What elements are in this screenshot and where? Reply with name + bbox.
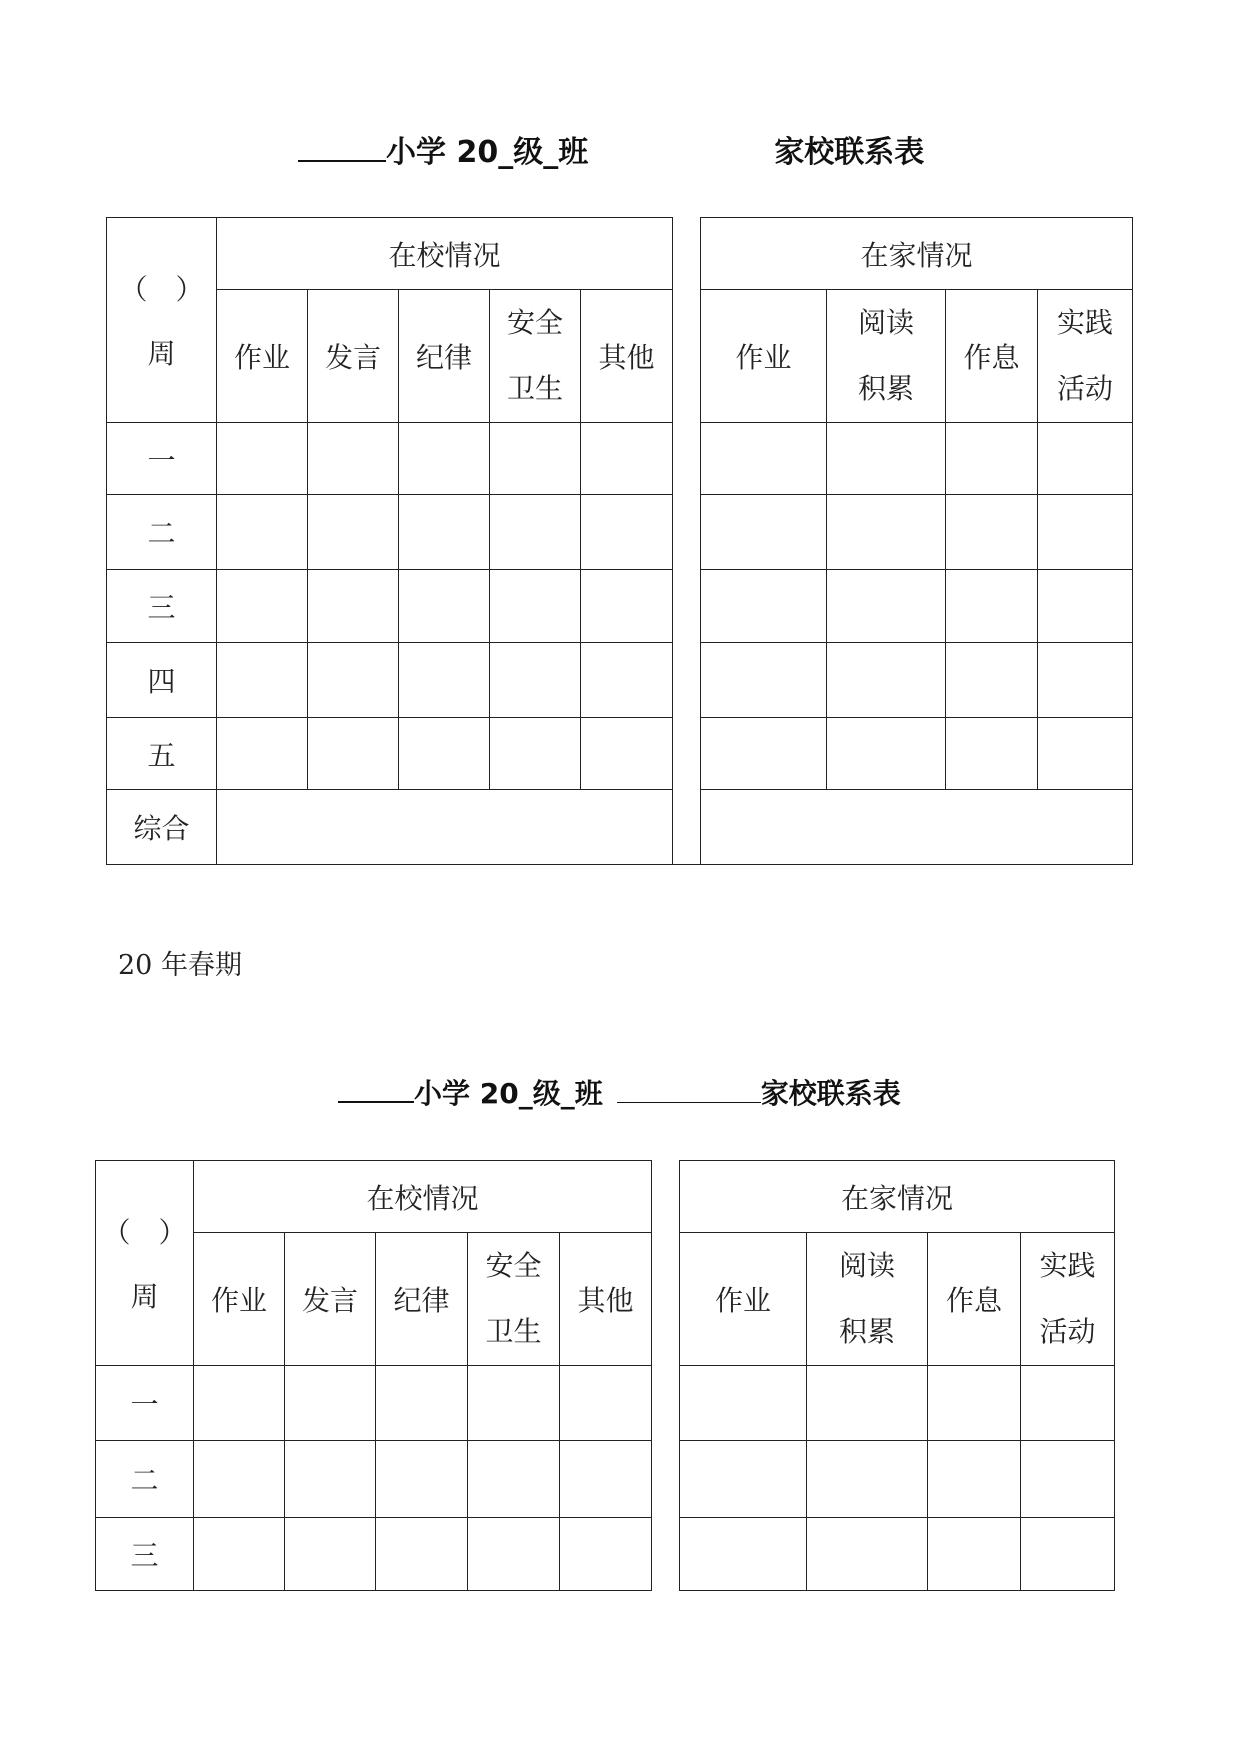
title-form-name: 家校联系表: [774, 135, 925, 170]
entry-cell[interactable]: [217, 495, 308, 570]
entry-cell[interactable]: [928, 1366, 1021, 1441]
col-discipline: 纪律: [399, 290, 490, 423]
entry-cell[interactable]: [399, 495, 490, 570]
col-practice: 实践 活动: [1038, 290, 1133, 423]
week-word: 周: [147, 337, 176, 370]
entry-cell[interactable]: [946, 643, 1038, 718]
entry-cell[interactable]: [308, 495, 399, 570]
entry-cell[interactable]: [1021, 1366, 1115, 1441]
entry-cell[interactable]: [376, 1366, 468, 1441]
entry-cell[interactable]: [581, 423, 673, 495]
entry-cell[interactable]: [194, 1441, 285, 1518]
day-label: 二: [96, 1441, 194, 1518]
entry-cell[interactable]: [928, 1518, 1021, 1591]
school-section-header: 在校情况: [217, 218, 673, 290]
entry-cell[interactable]: [217, 423, 308, 495]
entry-cell[interactable]: [807, 1366, 928, 1441]
entry-cell[interactable]: [701, 718, 827, 790]
school-name-blank: [338, 1075, 414, 1103]
day-label: 一: [96, 1366, 194, 1441]
col-safety-hygiene: 安全 卫生: [490, 290, 581, 423]
entry-cell[interactable]: [827, 643, 946, 718]
day-label: 二: [107, 495, 217, 570]
entry-cell[interactable]: [468, 1518, 560, 1591]
entry-cell[interactable]: [701, 643, 827, 718]
entry-cell[interactable]: [376, 1518, 468, 1591]
col-reading: 阅读 积累: [827, 290, 946, 423]
entry-cell[interactable]: [1021, 1518, 1115, 1591]
day-label: 四: [107, 643, 217, 718]
col-homework-home: 作业: [701, 290, 827, 423]
day-label: 一: [107, 423, 217, 495]
entry-cell[interactable]: [285, 1366, 376, 1441]
entry-cell[interactable]: [680, 1441, 807, 1518]
week-word: 周: [130, 1280, 159, 1313]
entry-cell[interactable]: [217, 643, 308, 718]
entry-cell[interactable]: [285, 1518, 376, 1591]
table-row: [96, 1518, 1115, 1591]
entry-cell[interactable]: [490, 718, 581, 790]
day-label: 三: [107, 570, 217, 643]
form-title-1: [298, 134, 924, 171]
col-discipline: 纪律: [376, 1233, 468, 1366]
title-form-name: 家校联系表: [760, 1077, 901, 1110]
entry-cell[interactable]: [1038, 643, 1133, 718]
title-school-class: 小学 20_级_班: [386, 135, 589, 170]
table-row: [107, 423, 1133, 495]
entry-cell[interactable]: [490, 570, 581, 643]
entry-cell[interactable]: [308, 570, 399, 643]
col-reading: 阅读 积累: [807, 1233, 928, 1366]
entry-cell[interactable]: [807, 1518, 928, 1591]
entry-cell[interactable]: [1038, 423, 1133, 495]
week-label-cell: [107, 218, 217, 423]
summary-entry[interactable]: [217, 790, 1133, 865]
school-name-blank: [298, 134, 386, 162]
col-other: 其他: [560, 1233, 652, 1366]
entry-cell[interactable]: [490, 423, 581, 495]
col-homework-school: 作业: [194, 1233, 285, 1366]
entry-cell[interactable]: [490, 495, 581, 570]
school-section-header: 在校情况: [194, 1161, 652, 1233]
entry-cell[interactable]: [560, 1366, 652, 1441]
entry-cell[interactable]: [194, 1518, 285, 1591]
date-blank: [617, 1076, 761, 1103]
table-row: [96, 1366, 1115, 1441]
entry-cell[interactable]: [490, 643, 581, 718]
entry-cell[interactable]: [399, 423, 490, 495]
entry-cell[interactable]: [581, 570, 673, 643]
col-schedule: 作息: [928, 1233, 1021, 1366]
table-divider: [673, 218, 701, 865]
entry-cell[interactable]: [827, 495, 946, 570]
entry-cell[interactable]: [946, 423, 1038, 495]
entry-cell[interactable]: [946, 570, 1038, 643]
entry-cell[interactable]: [376, 1441, 468, 1518]
entry-cell[interactable]: [308, 423, 399, 495]
col-safety-hygiene: 安全 卫生: [468, 1233, 560, 1366]
entry-cell[interactable]: [285, 1441, 376, 1518]
entry-cell[interactable]: [217, 570, 308, 643]
col-speaking: 发言: [285, 1233, 376, 1366]
title-school-class: 小学 20_级_班: [414, 1077, 603, 1110]
entry-cell[interactable]: [468, 1441, 560, 1518]
summary-row: [107, 790, 1133, 865]
entry-cell[interactable]: [399, 718, 490, 790]
entry-cell[interactable]: [560, 1518, 652, 1591]
entry-cell[interactable]: [827, 718, 946, 790]
entry-cell[interactable]: [194, 1366, 285, 1441]
entry-cell[interactable]: [946, 718, 1038, 790]
semester-note: 20 年春期: [118, 950, 242, 981]
entry-cell[interactable]: [701, 495, 827, 570]
week-label-cell: [96, 1161, 194, 1366]
entry-cell[interactable]: [308, 718, 399, 790]
entry-cell[interactable]: [1038, 718, 1133, 790]
col-practice: 实践 活动: [1021, 1233, 1115, 1366]
home-section-header: 在家情况: [701, 218, 1133, 290]
col-homework-home: 作业: [680, 1233, 807, 1366]
entry-cell[interactable]: [1038, 570, 1133, 643]
col-speaking: 发言: [308, 290, 399, 423]
table-row: [107, 495, 1133, 570]
entry-cell[interactable]: [1038, 495, 1133, 570]
table-row: [107, 643, 1133, 718]
entry-cell[interactable]: [217, 718, 308, 790]
day-label: 五: [107, 718, 217, 790]
col-homework-school: 作业: [217, 290, 308, 423]
entry-cell[interactable]: [399, 570, 490, 643]
summary-label: 综合: [107, 790, 217, 865]
table-divider: [652, 1161, 680, 1591]
entry-cell[interactable]: [399, 643, 490, 718]
table-row: [107, 718, 1133, 790]
entry-cell[interactable]: [581, 718, 673, 790]
entry-cell[interactable]: [827, 570, 946, 643]
day-label: 三: [96, 1518, 194, 1591]
entry-cell[interactable]: [827, 423, 946, 495]
entry-cell[interactable]: [928, 1441, 1021, 1518]
entry-cell[interactable]: [701, 423, 827, 495]
col-other: 其他: [581, 290, 673, 423]
entry-cell[interactable]: [807, 1441, 928, 1518]
entry-cell[interactable]: [581, 643, 673, 718]
home-section-header: 在家情况: [680, 1161, 1115, 1233]
entry-cell[interactable]: [581, 495, 673, 570]
col-schedule: 作息: [946, 290, 1038, 423]
entry-cell[interactable]: [308, 643, 399, 718]
table-row: [96, 1441, 1115, 1518]
entry-cell[interactable]: [560, 1441, 652, 1518]
entry-cell[interactable]: [701, 570, 827, 643]
entry-cell[interactable]: [680, 1366, 807, 1441]
entry-cell[interactable]: [1021, 1441, 1115, 1518]
table-row: [107, 570, 1133, 643]
entry-cell[interactable]: [946, 495, 1038, 570]
week-bracket: （ ）: [102, 1216, 187, 1249]
entry-cell[interactable]: [468, 1366, 560, 1441]
entry-cell[interactable]: [680, 1518, 807, 1591]
contact-table-2: [95, 1160, 1115, 1591]
form-title-2: [338, 1075, 901, 1112]
week-bracket: （ ）: [119, 273, 204, 306]
contact-table-1: [106, 217, 1133, 865]
